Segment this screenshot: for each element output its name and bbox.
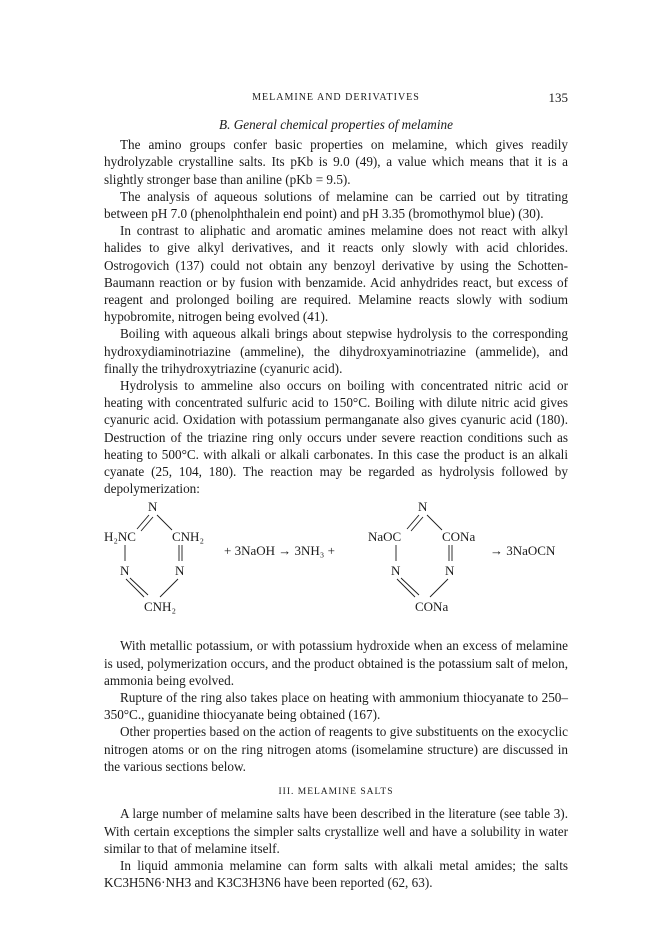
left-ring-bottom-sub: CNH₂: [144, 599, 176, 615]
left-ring-bottom-right-n: N: [175, 563, 185, 579]
left-ring-left-sub: H₂NC: [104, 529, 136, 545]
hydrolysis-equation: [104, 499, 568, 633]
paragraph: A large number of melamine salts have been described in the literature (see table 3). With certain exceptions the simpler salts crystallize well and have a solubility in water similar to that of melamine itself.: [104, 806, 568, 856]
body-text: [104, 116, 568, 891]
right-ring-right-sub: CONa: [442, 529, 476, 545]
page-number: 135: [548, 90, 568, 105]
left-ring-top-n: N: [148, 499, 158, 515]
left-ring-bottom-left-n: N: [120, 563, 130, 579]
section-heading: III. MELAMINE SALTS: [278, 787, 394, 798]
left-ring-bonds: [125, 515, 182, 597]
paragraph: Hydrolysis to ammeline also occurs on boiling with concentrated nitric acid or heating with concentrated sulfuric acid to 150°C. Boiling with dilute nitric acid gives cyanuric acid. Oxidation with potassium permanganate also gives cyanuric acid (180). Destruction of the triazine ring only occurs under severe reaction conditions such as heating to 500°C. with alkali or alkali carbonates. In this case the product is an alkali cyanate (25, 104, 180). The reaction may be regarded as hydrolysis followed by depolymerization:: [104, 378, 568, 497]
equation-diagram: [104, 499, 568, 633]
paragraph: In liquid ammonia melamine can form salts with alkali metal amides; the salts KC3H5N6·NH3 and K3C3H3N6 have been reported (62, 63).: [104, 857, 568, 891]
left-ring-right-sub: CNH₂: [172, 529, 204, 545]
equation-product: → 3NaOCN: [490, 543, 556, 559]
right-ring-bottom-right-n: N: [445, 563, 455, 579]
paragraph: Other properties based on the action of reagents to give substituents on the exocyclic nitrogen atoms or on the ring nitrogen atoms (isomelamine structure) are discussed in the various sections below.: [104, 724, 568, 774]
right-ring-left-sub: NaOC: [368, 529, 402, 545]
equation-middle: + 3NaOH → 3NH₃ +: [224, 543, 335, 559]
right-ring-bonds: [396, 515, 452, 597]
paragraph: In contrast to aliphatic and aromatic amines melamine does not react with alkyl halides to give alkyl derivatives, and it reacts only slowly with acid chlorides. Ostrogovich (137) could not obtain any benzoyl derivative by using the Schotten-Baumann reaction or by fusion with benzamide. Acid anhydrides react, but excess of reagent and prolonged boiling are required. Melamine reacts slowly with sodium hypobromite, nitrogen being evolved (41).: [104, 223, 568, 325]
paragraph: Rupture of the ring also takes place on heating with ammonium thiocyanate to 250–350°C., guanidine thiocyanate being obtained (167).: [104, 690, 568, 723]
paragraph: The analysis of aqueous solutions of melamine can be carried out by titrating between pH 7.0 (phenolphthalein end point) and pH 3.35 (bromothymol blue) (30).: [104, 188, 568, 222]
right-ring-top-n: N: [418, 499, 428, 515]
paragraph: With metallic potassium, or with potassium hydroxide when an excess of melamine is used, polymerization occurs, and the product obtained is the potassium salt of melon, ammonia being evolved.: [104, 638, 568, 688]
right-ring-bottom-left-n: N: [391, 563, 401, 579]
running-title: MELAMINE AND DERIVATIVES: [252, 92, 420, 103]
running-head: [104, 90, 568, 106]
paragraph: The amino groups confer basic properties on melamine, which gives readily hydrolyzable crystalline salts. Its pKb is 9.0 (49), a value which means that it is a slightly stronger base than aniline (pKb = 9.5).: [104, 137, 568, 187]
paragraph: Boiling with aqueous alkali brings about stepwise hydrolysis to the corresponding hydroxydiaminotriazine (ammeline), the dihydroxyaminotriazine (ammelide), and finally the trihydroxytriazine (cyanuric acid).: [104, 326, 568, 376]
subheading: B. General chemical properties of melamine: [219, 117, 453, 132]
right-ring-bottom-sub: CONa: [415, 599, 449, 615]
